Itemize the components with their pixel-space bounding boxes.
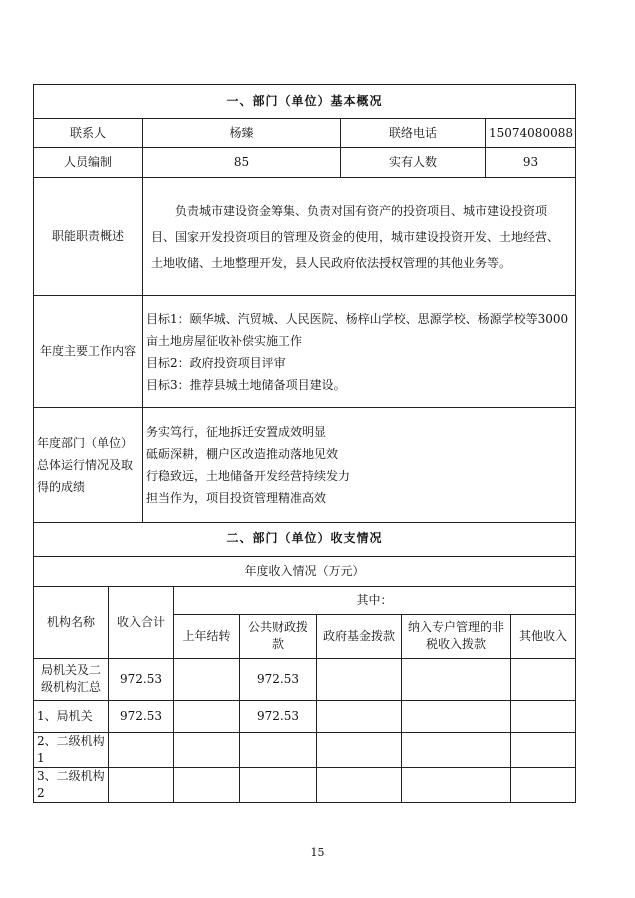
row-special-nontax	[402, 700, 511, 732]
row-other	[511, 767, 576, 802]
staff-quota-label: 人员编制	[34, 148, 143, 178]
total-income-header: 收入合计	[109, 586, 174, 658]
achievement-item: 砥砺深耕，棚户区改造推动落地见效	[146, 447, 339, 461]
achievements-list	[143, 408, 576, 523]
row-org-name: 3、二级机构2	[34, 767, 109, 802]
task-item: 目标1：颐华城、汽贸城、人民医院、杨梓山学校、思源学校、杨源学校等3000亩土地房屋征收补偿实施工作	[146, 311, 569, 348]
row-carryover	[174, 732, 240, 767]
row-org-name: 1、局机关	[34, 700, 109, 732]
table-row	[34, 700, 576, 732]
tasks-label: 年度主要工作内容	[34, 296, 143, 408]
page-number: 15	[310, 846, 325, 859]
row-special-nontax	[402, 767, 511, 802]
row-other	[511, 732, 576, 767]
other-income-header: 其他收入	[511, 614, 576, 658]
org-name-header: 机构名称	[34, 586, 109, 658]
row-org-name: 局机关及二级机构汇总	[34, 658, 109, 700]
table-row	[34, 658, 576, 700]
actual-staff-value: 93	[486, 148, 576, 178]
row-total: 972.53	[109, 700, 174, 732]
row-public-finance: 972.53	[240, 658, 317, 700]
phone-label: 联络电话	[341, 119, 486, 148]
row-org-name: 2、二级机构1	[34, 732, 109, 767]
section1-title: 一、部门（单位）基本概况	[34, 85, 576, 119]
gov-fund-header: 政府基金拨款	[317, 614, 402, 658]
contact-label: 联系人	[34, 119, 143, 148]
achievement-item: 担当作为，项目投资管理精准高效	[146, 491, 327, 505]
row-gov-fund	[317, 658, 402, 700]
row-total: 972.53	[109, 658, 174, 700]
duties-label: 职能职责概述	[34, 178, 143, 296]
row-other	[511, 658, 576, 700]
row-special-nontax	[402, 658, 511, 700]
of-which-header: 其中：	[174, 586, 576, 614]
row-special-nontax	[402, 732, 511, 767]
row-total	[109, 767, 174, 802]
task-item: 目标3：推荐县城土地储备项目建设。	[146, 377, 346, 392]
income-table	[33, 521, 576, 803]
row-carryover	[174, 767, 240, 802]
row-gov-fund	[317, 732, 402, 767]
row-carryover	[174, 700, 240, 732]
achievement-item: 行稳致远，土地储备开发经营持续发力	[146, 469, 351, 483]
row-public-finance	[240, 732, 317, 767]
row-public-finance	[240, 767, 317, 802]
public-finance-header: 公共财政拨款	[240, 614, 317, 658]
row-gov-fund	[317, 767, 402, 802]
achievement-item: 务实笃行，征地拆迁安置成效明显	[146, 425, 327, 439]
carryover-header: 上年结转	[174, 614, 240, 658]
row-carryover	[174, 658, 240, 700]
table-row	[34, 767, 576, 802]
row-other	[511, 700, 576, 732]
staff-quota-value: 85	[143, 148, 341, 178]
income-subtitle: 年度收入情况（万元）	[34, 556, 576, 586]
row-total	[109, 732, 174, 767]
basic-info-table	[33, 84, 576, 523]
duties-text: 负责城市建设资金筹集、负责对国有资产的投资项目、城市建设投资项目、国家开发投资项目的管理及资金的使用，城市建设投资开发、土地经营、土地收储、土地整理开发，县人民政府依法授权管理的其他业务等。	[143, 178, 576, 296]
phone-value: 15074080088	[486, 119, 576, 148]
row-public-finance: 972.53	[240, 700, 317, 732]
section2-title: 二、部门（单位）收支情况	[34, 521, 576, 556]
actual-staff-label: 实有人数	[341, 148, 486, 178]
tasks-list	[143, 296, 576, 408]
task-item: 目标2：政府投资项目评审	[146, 355, 286, 370]
table-row	[34, 732, 576, 767]
achievements-label: 年度部门（单位）总体运行情况及取得的成绩	[34, 408, 143, 523]
special-nontax-header: 纳入专户管理的非税收入拨款	[402, 614, 511, 658]
row-gov-fund	[317, 700, 402, 732]
contact-value: 杨臻	[143, 119, 341, 148]
